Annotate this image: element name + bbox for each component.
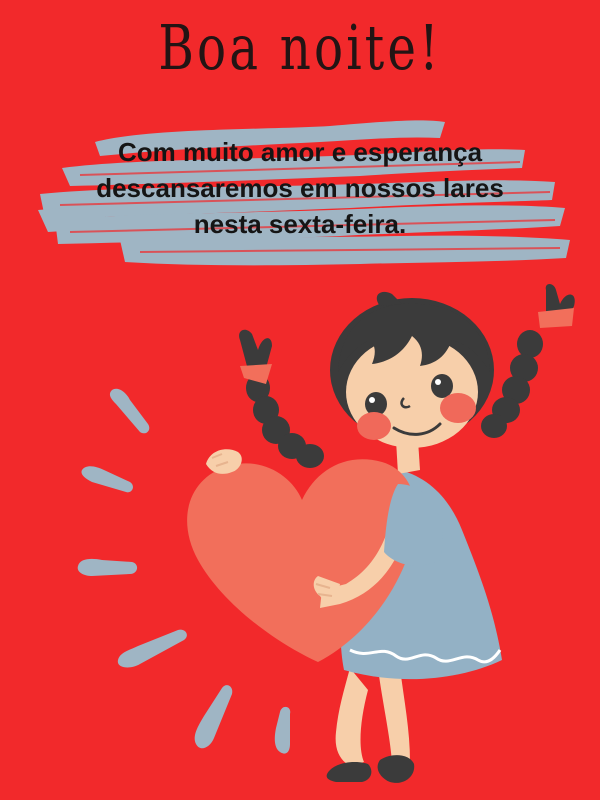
page-title: Boa noite!	[158, 11, 442, 84]
greeting-message: Com muito amor e esperança descansaremos em nossos lares nesta sexta-feira.	[96, 137, 504, 239]
legs	[327, 668, 415, 783]
right-eye	[431, 374, 453, 398]
